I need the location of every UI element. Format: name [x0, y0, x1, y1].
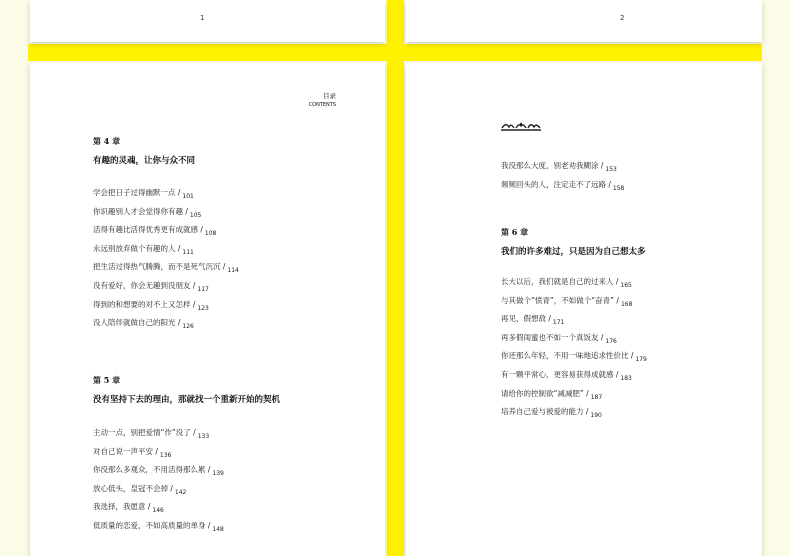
- toc-entry[interactable]: 你识趣别人才会觉得你有趣 / $_{105}$: [93, 206, 202, 219]
- toc-entry[interactable]: 主动一点，别把爱情“作”没了 / $_{133}$: [93, 428, 210, 440]
- toc-entry-page: 153: [605, 166, 617, 173]
- toc-entry-page: 108: [204, 230, 217, 238]
- toc-entry-page: 148: [212, 525, 224, 533]
- toc-entry-page: 114: [227, 267, 239, 275]
- toc-entry-page: 133: [197, 433, 210, 440]
- toc-entry[interactable]: 我没那么大度，别老劝我糊涂 / $_{153}$: [501, 161, 617, 173]
- toc-entry-page: 171: [552, 319, 565, 327]
- top-right-page: [406, 0, 762, 42]
- chapter-4-entries: [93, 187, 239, 336]
- toc-entry-page: 136: [159, 451, 172, 459]
- toc-entry-page: 142: [174, 488, 187, 496]
- page-number: 2: [620, 14, 625, 22]
- toc-entry[interactable]: 永远别放弃做个有趣的人 / $_{111}$: [93, 243, 194, 256]
- toc-entry[interactable]: 请给你的控制欲“减减肥” / $_{187}$: [501, 388, 603, 401]
- toc-entry-page: 117: [197, 285, 209, 293]
- toc-entry[interactable]: 长大以后，我们就是自己的过来人 / $_{165}$: [501, 277, 632, 289]
- chapter-5-entries: [93, 427, 224, 539]
- chapter-6-entries: [501, 276, 647, 425]
- toc-entry-page: 101: [182, 193, 194, 200]
- toc-entry[interactable]: 学会把日子过得幽默一点 / $_{101}$: [93, 188, 194, 200]
- toc-entry[interactable]: 活得有趣比活得优秀更有成就感 / $_{108}$: [93, 225, 217, 238]
- toc-entry-page: 105: [189, 211, 202, 219]
- toc-entry[interactable]: 再多假闺蜜也不如一个真饭友 / $_{176}$: [501, 332, 617, 345]
- toc-entry-page: 146: [152, 507, 164, 515]
- toc-entry-page: 190: [590, 412, 602, 420]
- toc-entry[interactable]: 得到的和想要的对不上又怎样 / $_{123}$: [93, 299, 209, 312]
- toc-entry-page: 139: [212, 470, 224, 478]
- chapter-title: 有趣的灵魂，让你与众不同: [93, 156, 196, 166]
- toc-entry[interactable]: 你还那么年轻，不用一味地追求性价比 / $_{179}$: [501, 351, 647, 364]
- toc-entry-page: 123: [197, 304, 209, 312]
- toc-entry-page: 126: [182, 323, 194, 331]
- chapter-title: 我们的许多难过，只是因为自己想太多: [501, 247, 646, 257]
- chapter-title: 没有坚持下去的理由，那就找一个重新开始的契机: [93, 395, 281, 405]
- toc-subtitle: CONTENTS: [308, 102, 336, 108]
- toc-entry-page: 158: [612, 184, 625, 192]
- page-number: 1: [200, 14, 205, 22]
- toc-entry-page: 187: [590, 393, 603, 401]
- chapter-number: 第 5 章: [93, 375, 121, 385]
- toc-entry[interactable]: 频频回头的人，注定走不了远路 / $_{158}$: [501, 179, 625, 192]
- toc-entry[interactable]: 你没那么多观众，不用活得那么累 / $_{139}$: [93, 465, 224, 478]
- toc-entry-page: 165: [620, 282, 632, 289]
- chapter-number: 第 6 章: [501, 227, 529, 237]
- toc-entry[interactable]: 与其做个“愤青”，不如做个“奋青” / $_{168}$: [501, 295, 633, 308]
- toc-entry-page: 183: [620, 374, 632, 382]
- toc-entry[interactable]: 培养自己爱与被爱的能力 / $_{190}$: [501, 407, 602, 420]
- chapter-number: 第 4 章: [93, 136, 121, 146]
- toc-entry[interactable]: 没有爱好，你会无趣到没朋友 / $_{117}$: [93, 280, 209, 293]
- toc-entry-page: 111: [182, 248, 194, 256]
- toc-entry[interactable]: 再见，假想敌 / $_{171}$: [501, 314, 565, 327]
- yellow-band-vertical: [387, 0, 404, 556]
- toc-header: [250, 92, 336, 110]
- toc-entry[interactable]: 没人陪伴就做自己的阳光 / $_{126}$: [93, 318, 194, 331]
- toc-entry[interactable]: 对自己说一声平安 / $_{136}$: [93, 446, 172, 459]
- toc-entry[interactable]: 我选择，我愿意 / $_{146}$: [93, 502, 164, 515]
- toc-entry-page: 176: [605, 337, 617, 345]
- toc-title: 目录: [323, 92, 336, 100]
- yellow-band-horizontal: [28, 44, 762, 61]
- toc-entry[interactable]: 有一颗平常心，更容易获得成就感 / $_{183}$: [501, 369, 632, 382]
- continued-entries: [501, 160, 624, 197]
- toc-entry[interactable]: 把生活过得热气腾腾，而不是死气沉沉 / $_{114}$: [93, 262, 239, 275]
- toc-entry[interactable]: 低质量的恋爱，不如高质量的单身 / $_{148}$: [93, 520, 224, 533]
- toc-entry-page: 179: [635, 356, 647, 364]
- toc-entry-page: 168: [620, 300, 633, 308]
- toc-entry[interactable]: 放心低头，皇冠不会掉 / $_{142}$: [93, 483, 187, 496]
- decorative-flourish-icon: [500, 120, 542, 132]
- top-left-page: [30, 0, 385, 42]
